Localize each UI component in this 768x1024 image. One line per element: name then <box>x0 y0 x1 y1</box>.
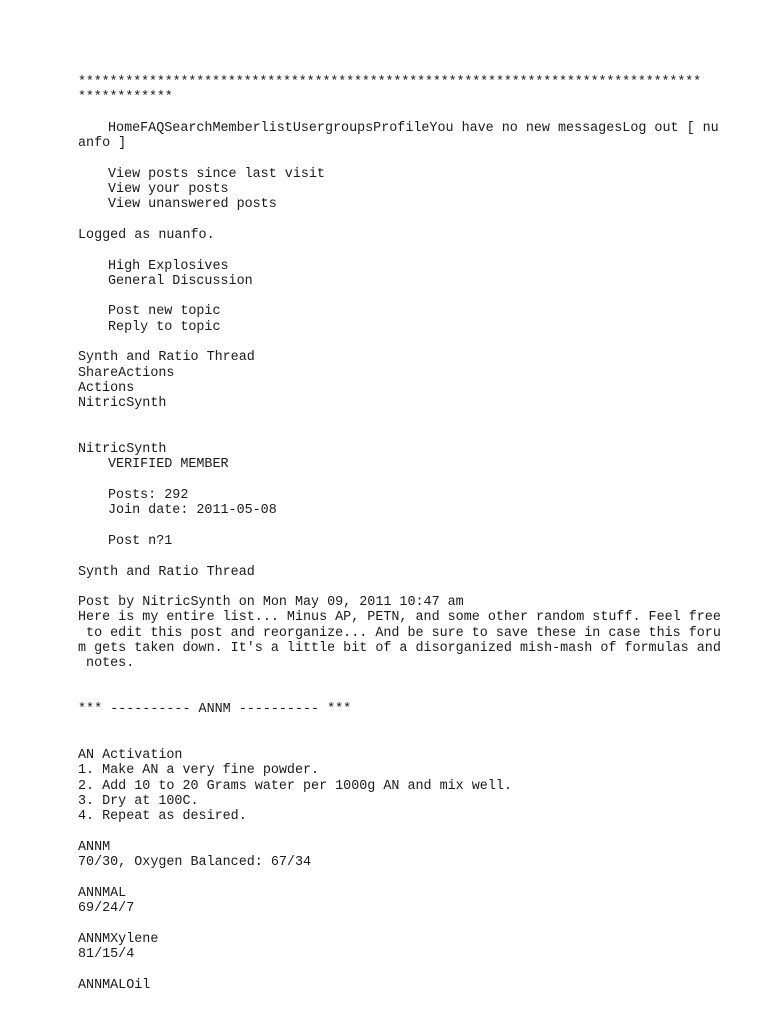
thread-author[interactable]: NitricSynth <box>78 396 167 412</box>
view-your-posts-link[interactable]: View your posts <box>108 182 229 198</box>
section-heading: *** ---------- ANNM ---------- *** <box>78 702 352 718</box>
thread-title: Synth and Ratio Thread <box>78 350 255 366</box>
breadcrumb-subforum[interactable]: General Discussion <box>108 273 253 289</box>
breadcrumb-forum[interactable]: High Explosives <box>108 258 229 274</box>
nav-bar-continued[interactable]: anfo ] <box>78 136 127 152</box>
stars-divider-continued: ************ <box>78 90 173 106</box>
reply-to-topic-link[interactable]: Reply to topic <box>108 319 221 335</box>
author-rank: VERIFIED MEMBER <box>108 457 229 473</box>
logged-in-status: Logged as nuanfo. <box>78 227 215 243</box>
share-actions-link[interactable]: ShareActions <box>78 365 175 381</box>
forum-thread-document <box>78 75 738 993</box>
activation-title: AN Activation <box>78 748 183 764</box>
entry-ratio: 69/24/7 <box>78 901 135 917</box>
post-intro-line: to edit this post and reorganize... And be sure to save these in case this foru <box>78 625 721 641</box>
stars-divider: ******************************************************************************* <box>78 75 701 90</box>
entry-ratio: 81/15/4 <box>78 946 135 962</box>
entry-name: ANNMXylene <box>78 931 159 947</box>
author-name[interactable]: NitricSynth <box>78 442 167 458</box>
post-byline: Post by NitricSynth on Mon May 09, 2011 10:47 am <box>78 595 464 611</box>
entry-name: ANNMALOil <box>78 977 151 993</box>
entry-name: ANNM <box>78 839 111 855</box>
nav-bar[interactable]: HomeFAQSearchMemberlistUsergroupsProfileYou have no new messagesLog out [ nu <box>108 120 719 136</box>
view-unanswered-posts-link[interactable]: View unanswered posts <box>108 197 277 213</box>
author-post-count: Posts: 292 <box>108 488 189 504</box>
author-join-date: Join date: 2011-05-08 <box>108 503 277 519</box>
entry-ratio: 70/30, Oxygen Balanced: 67/34 <box>78 855 312 871</box>
activation-step: 2. Add 10 to 20 Grams water per 1000g AN and mix well. <box>78 778 512 794</box>
activation-step: 3. Dry at 100C. <box>78 793 199 809</box>
post-intro-line: m gets taken down. It's a little bit of a disorganized mish-mash of formulas and <box>78 640 721 656</box>
post-intro-line: notes. <box>78 656 135 672</box>
actions-link[interactable]: Actions <box>78 380 135 396</box>
activation-step: 4. Repeat as desired. <box>78 809 247 825</box>
activation-step: 1. Make AN a very fine powder. <box>78 763 320 779</box>
entry-name: ANNMAL <box>78 885 127 901</box>
post-new-topic-link[interactable]: Post new topic <box>108 304 221 320</box>
post-number[interactable]: Post n?1 <box>108 533 173 549</box>
post-title: Synth and Ratio Thread <box>78 564 255 580</box>
view-posts-since-last-visit-link[interactable]: View posts since last visit <box>108 166 325 182</box>
post-intro-line: Here is my entire list... Minus AP, PETN, and some other random stuff. Feel free <box>78 610 721 626</box>
